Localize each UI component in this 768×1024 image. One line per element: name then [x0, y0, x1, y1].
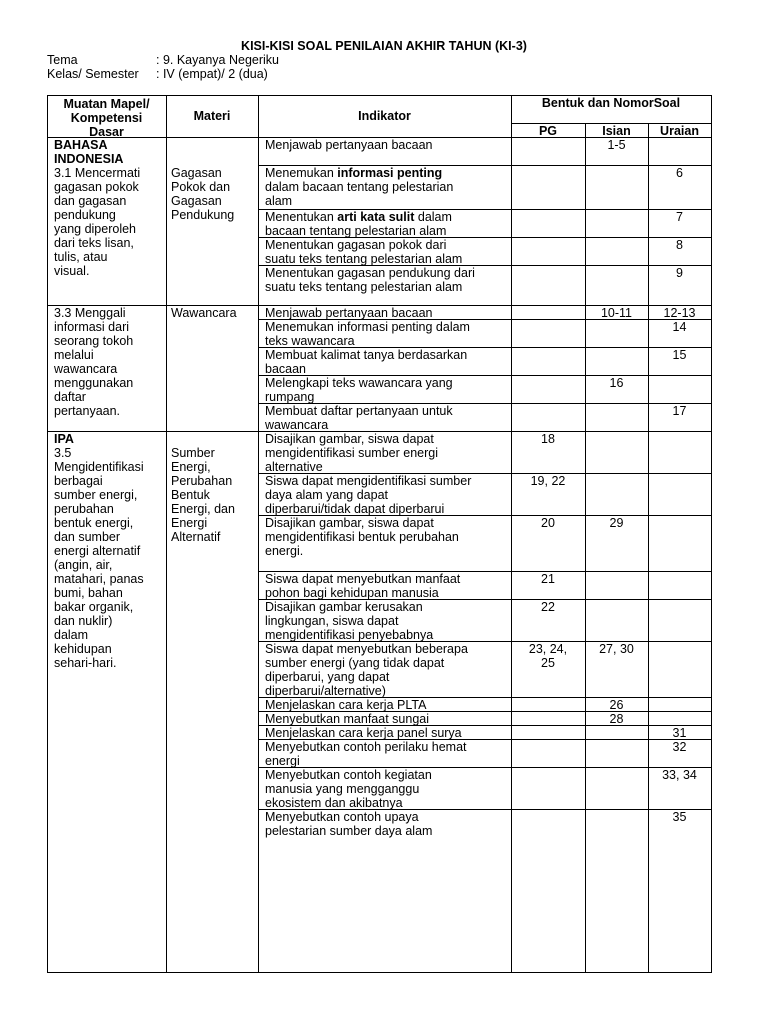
muatan-line: dan gagasan [54, 194, 127, 208]
materi-line: Alternatif [171, 530, 221, 544]
indikator-line: alternative [265, 460, 323, 474]
indikator-line: Membuat daftar pertanyaan untuk [265, 404, 453, 418]
indikator-line: pohon bagi kehidupan manusia [265, 586, 439, 600]
indikator-line: suatu teks tentang pelestarian alam [265, 252, 463, 266]
muatan-line: 3.3 Menggali [54, 306, 126, 320]
indikator-line: Membuat kalimat tanya berdasarkan [265, 348, 468, 362]
indikator-line: Menjelaskan cara kerja panel surya [265, 726, 462, 740]
indikator-line: Siswa dapat mengidentifikasi sumber [265, 474, 472, 488]
kelas-value: : IV (empat)/ 2 (dua) [156, 67, 268, 81]
indikator-line: manusia yang mengganggu [265, 782, 420, 796]
indikator-line: Menentukan gagasan pendukung dari [265, 266, 475, 280]
indikator-line: diperbarui/alternative) [265, 684, 386, 698]
isian-value: 27, 30 [599, 642, 634, 656]
header-bentuk: Bentuk dan NomorSoal [541, 96, 681, 110]
isian-value: 1-5 [607, 138, 626, 152]
muatan-line: tulis, atau [54, 250, 108, 264]
indikator-bold: informasi penting [337, 166, 443, 180]
indikator-line: Disajikan gambar, siswa dapat [265, 516, 434, 530]
uraian-value: 14 [672, 320, 687, 334]
indikator-line: bacaan tentang pelestarian alam [265, 224, 447, 238]
muatan-line: 3.5 [54, 446, 72, 460]
table-rule-v [166, 95, 167, 973]
muatan-line: yang diperoleh [54, 222, 137, 236]
indikator-line: Menyebutkan contoh kegiatan [265, 768, 432, 782]
muatan-line: bumi, bahan [54, 586, 123, 600]
pg-value: 18 [541, 432, 555, 446]
muatan-line: gagasan pokok [54, 180, 139, 194]
indikator-line: Menentukan arti kata sulit dalam [265, 210, 452, 224]
materi-line: Pendukung [171, 208, 235, 222]
header-pg: PG [538, 124, 558, 138]
materi-line: Sumber [171, 446, 215, 460]
header-uraian: Uraian [660, 124, 699, 138]
indikator-line: suatu teks tentang pelestarian alam [265, 280, 463, 294]
muatan-line: daftar [54, 390, 86, 404]
muatan-line: melalui [54, 348, 94, 362]
table-rule-v [258, 95, 259, 973]
indikator-line: alam [265, 194, 293, 208]
tema-value: : 9. Kayanya Negeriku [156, 53, 279, 67]
uraian-value: 15 [672, 348, 687, 362]
uraian-value: 33, 34 [662, 768, 697, 782]
indikator-line: energi [265, 754, 300, 768]
indikator-line: ekosistem dan akibatnya [265, 796, 403, 810]
muatan-line: kehidupan [54, 642, 112, 656]
muatan-line: bentuk energi, [54, 516, 134, 530]
indikator-line: rumpang [265, 390, 315, 404]
indikator-line: pelestarian sumber daya alam [265, 824, 433, 838]
muatan-line: IPA [54, 432, 74, 446]
indikator-line: mengidentifikasi sumber energi [265, 446, 439, 460]
indikator-line: Menentukan gagasan pokok dari [265, 238, 447, 252]
indikator-line: mengidentifikasi penyebabnya [265, 628, 434, 642]
pg-value: 22 [541, 600, 555, 614]
materi-line: Energi, dan [171, 502, 235, 516]
muatan-line: matahari, panas [54, 572, 144, 586]
indikator-line: Siswa dapat menyebutkan beberapa [265, 642, 468, 656]
muatan-line: (angin, air, [54, 558, 113, 572]
uraian-value: 6 [676, 166, 683, 180]
header-muatan: Dasar [89, 125, 124, 139]
indikator-line: Menemukan informasi penting [265, 166, 443, 180]
indikator-line: energi. [265, 544, 304, 558]
indikator-line: diperbarui, yang dapat [265, 670, 390, 684]
indikator-line: Melengkapi teks wawancara yang [265, 376, 453, 390]
materi-line: Gagasan [171, 194, 222, 208]
materi-line: Energi [171, 516, 208, 530]
indikator-line: sumber energi (yang tidak dapat [265, 656, 445, 670]
indikator-line: Menjawab pertanyaan bacaan [265, 138, 433, 152]
indikator-bold: arti kata sulit [337, 210, 415, 224]
tema-label: Tema [47, 53, 78, 67]
table-rule-h [47, 972, 712, 973]
muatan-line: dan sumber [54, 530, 121, 544]
indikator-line: bacaan [265, 362, 307, 376]
uraian-value: 7 [676, 210, 683, 224]
header-muatan: Kompetensi [70, 111, 143, 125]
header-muatan: Muatan Mapel/ [63, 97, 150, 111]
isian-value: 29 [609, 516, 624, 530]
uraian-value: 35 [672, 810, 687, 824]
indikator-line: Siswa dapat menyebutkan manfaat [265, 572, 461, 586]
muatan-line: dari teks lisan, [54, 236, 134, 250]
muatan-line: menggunakan [54, 376, 134, 390]
indikator-line: Menjawab pertanyaan bacaan [265, 306, 433, 320]
muatan-line: Mengidentifikasi [54, 460, 144, 474]
muatan-line: wawancara [54, 362, 118, 376]
indikator-line: mengidentifikasi bentuk perubahan [265, 530, 459, 544]
table-rule-v [47, 95, 48, 973]
muatan-line: seorang tokoh [54, 334, 134, 348]
muatan-line: bakar organik, [54, 600, 134, 614]
muatan-line: berbagai [54, 474, 103, 488]
indikator-line: Menyebutkan contoh perilaku hemat [265, 740, 467, 754]
pg-value: 23, 24, [528, 642, 568, 656]
muatan-line: sehari-hari. [54, 656, 117, 670]
isian-value: 26 [609, 698, 624, 712]
muatan-line: BAHASA [54, 138, 108, 152]
materi-line: Wawancara [171, 306, 237, 320]
muatan-line: energi alternatif [54, 544, 141, 558]
header-materi: Materi [193, 109, 231, 123]
header-indikator: Indikator [358, 109, 411, 123]
table-rule-v [585, 123, 586, 973]
indikator-line: dalam bacaan tentang pelestarian [265, 180, 454, 194]
indikator-line: Menjelaskan cara kerja PLTA [265, 698, 427, 712]
muatan-line: sumber energi, [54, 488, 138, 502]
muatan-line: pertanyaan. [54, 404, 121, 418]
materi-line: Energi, [171, 460, 211, 474]
table-rule-v [511, 95, 512, 973]
muatan-line: 3.1 Mencermati [54, 166, 141, 180]
kelas-label: Kelas/ Semester [47, 67, 139, 81]
isian-value: 28 [609, 712, 624, 726]
document-title: KISI-KISI SOAL PENILAIAN AKHIR TAHUN (KI-3) [241, 39, 527, 53]
uraian-value: 9 [676, 266, 683, 280]
pg-value: 21 [541, 572, 555, 586]
pg-value: 25 [541, 656, 555, 670]
uraian-value: 31 [672, 726, 687, 740]
materi-line: Pokok dan [171, 180, 231, 194]
materi-line: Perubahan [171, 474, 233, 488]
uraian-value: 32 [672, 740, 687, 754]
uraian-value: 17 [672, 404, 687, 418]
muatan-line: dalam [54, 628, 89, 642]
indikator-line: Menemukan informasi penting dalam [265, 320, 470, 334]
indikator-line: diperbarui/tidak dapat diperbarui [265, 502, 445, 516]
indikator-line: teks wawancara [265, 334, 355, 348]
muatan-line: visual. [54, 264, 90, 278]
muatan-line: pendukung [54, 208, 116, 222]
muatan-line: INDONESIA [54, 152, 124, 166]
materi-line: Bentuk [171, 488, 210, 502]
table-rule-v [711, 95, 712, 973]
pg-value: 20 [541, 516, 555, 530]
materi-line: Gagasan [171, 166, 222, 180]
indikator-line: wawancara [265, 418, 329, 432]
indikator-line: daya alam yang dapat [265, 488, 389, 502]
indikator-line: Disajikan gambar, siswa dapat [265, 432, 434, 446]
header-isian: Isian [602, 124, 631, 138]
indikator-line: Menyebutkan manfaat sungai [265, 712, 429, 726]
muatan-line: dan nuklir) [54, 614, 113, 628]
pg-value: 19, 22 [530, 474, 566, 488]
uraian-value: 8 [676, 238, 683, 252]
muatan-line: perubahan [54, 502, 114, 516]
muatan-line: informasi dari [54, 320, 130, 334]
isian-value: 10-11 [600, 306, 633, 320]
uraian-value: 12-13 [663, 306, 696, 320]
indikator-line: Menyebutkan contoh upaya [265, 810, 419, 824]
isian-value: 16 [609, 376, 624, 390]
indikator-line: lingkungan, siswa dapat [265, 614, 399, 628]
indikator-line: Disajikan gambar kerusakan [265, 600, 423, 614]
